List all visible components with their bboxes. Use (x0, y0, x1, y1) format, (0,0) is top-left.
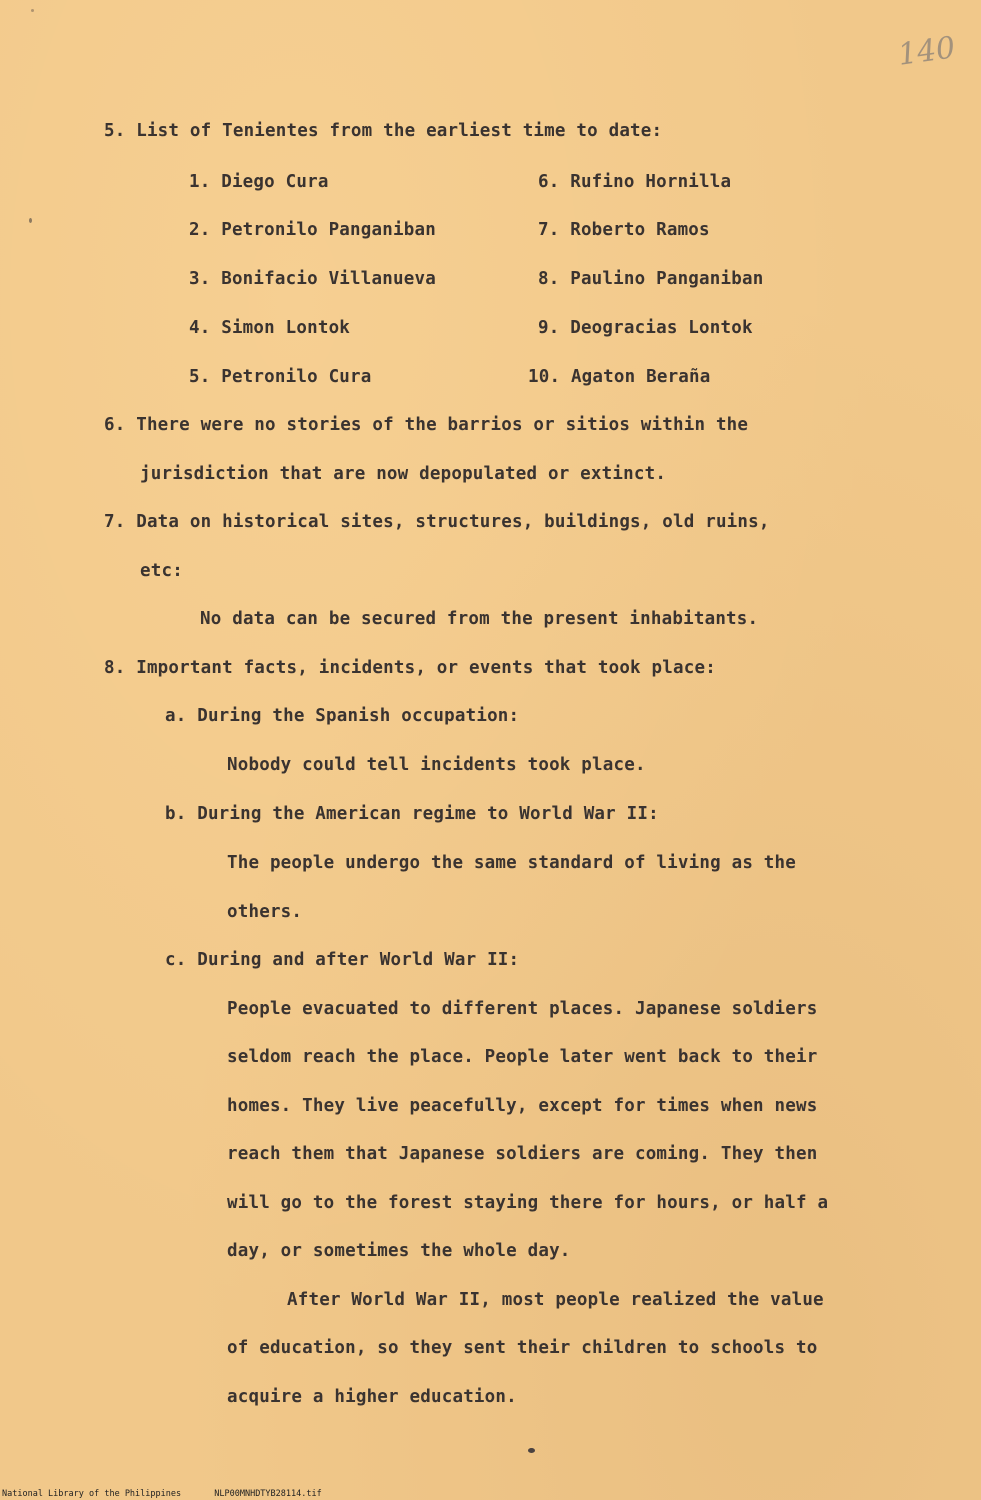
section-8c-paragraph-1-line: homes. They live peacefully, except for times when news (227, 1096, 818, 1116)
teniente-item: 1. Diego Cura (189, 172, 329, 192)
section-8a-heading: a. During the Spanish occupation: (165, 706, 520, 726)
section-8c-paragraph-1-line: reach them that Japanese soldiers are coming. They then (227, 1144, 818, 1164)
section-8c-paragraph-1-line: seldom reach the place. People later went back to their (227, 1047, 818, 1067)
section-6-line-2: jurisdiction that are now depopulated or extinct. (140, 464, 667, 484)
section-6-line-1: 6. There were no stories of the barrios or sitios within the (104, 415, 749, 435)
scan-footer (2, 1489, 322, 1499)
section-8c-paragraph-1-line: People evacuated to different places. Japanese soldiers (227, 999, 818, 1019)
teniente-item: 10. Agaton Beraña (528, 367, 711, 387)
section-7-line-1: 7. Data on historical sites, structures, buildings, old ruins, (104, 512, 770, 532)
teniente-item: 4. Simon Lontok (189, 318, 351, 338)
teniente-item: 7. Roberto Ramos (538, 220, 710, 240)
section-8-heading: 8. Important facts, incidents, or events that took place: (104, 658, 716, 678)
ink-speck (29, 218, 32, 223)
teniente-item: 3. Bonifacio Villanueva (189, 269, 436, 289)
footer-library: National Library of the Philippines (2, 1489, 182, 1499)
section-8b-body-line-2: others. (227, 902, 303, 922)
section-5-heading: 5. List of Tenientes from the earliest time to date: (104, 121, 663, 141)
ink-speck (31, 9, 34, 12)
section-8c-paragraph-1-line: will go to the forest staying there for hours, or half a (227, 1193, 829, 1213)
page-number: 140 (895, 30, 958, 73)
teniente-item: 2. Petronilo Panganiban (189, 220, 436, 240)
section-8a-body: Nobody could tell incidents took place. (227, 755, 646, 775)
teniente-item: 9. Deogracias Lontok (538, 318, 753, 338)
section-7-body: No data can be secured from the present inhabitants. (200, 609, 759, 629)
section-8c-paragraph-2-line: acquire a higher education. (227, 1387, 517, 1407)
section-7-line-2: etc: (140, 561, 183, 581)
teniente-item: 8. Paulino Panganiban (538, 269, 764, 289)
footer-file: NLP00MNHDTYB28114.tif (214, 1489, 322, 1499)
section-8c-paragraph-2-line: After World War II, most people realized the value (287, 1290, 824, 1310)
section-8b-body-line-1: The people undergo the same standard of living as the (227, 853, 797, 873)
ink-speck (528, 1448, 535, 1453)
section-8c-heading: c. During and after World War II: (165, 950, 520, 970)
section-8b-heading: b. During the American regime to World War II: (165, 804, 659, 824)
section-8c-paragraph-2-line: of education, so they sent their children to schools to (227, 1338, 818, 1358)
section-8c-paragraph-1-line: day, or sometimes the whole day. (227, 1241, 571, 1261)
teniente-item: 5. Petronilo Cura (189, 367, 372, 387)
teniente-item: 6. Rufino Hornilla (538, 172, 732, 192)
